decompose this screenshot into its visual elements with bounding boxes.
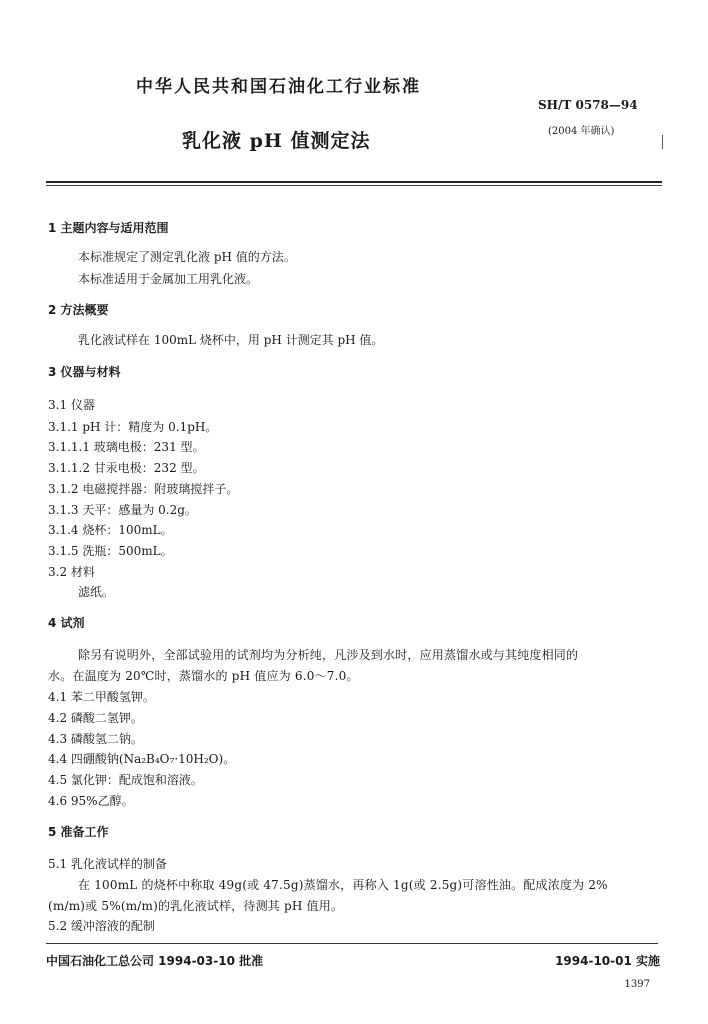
clause-3-1: 3.1 仪器 (48, 398, 95, 412)
standard-number: SH/T 0578—94 (538, 98, 638, 112)
section-4-para-2: 水。在温度为 20℃时，蒸馏水的 pH 值应为 6.0～7.0。 (48, 669, 359, 683)
section-1-heading: 1 主题内容与适用范围 (48, 221, 169, 235)
clause-5-1-para-2: (m/m)或 5%(m/m)的乳化液试样，待测其 pH 值用。 (48, 899, 344, 913)
effective-date: 1994-10-01 实施 (555, 954, 660, 968)
clause-4-1: 4.1 苯二甲酸氢钾。 (48, 690, 155, 704)
clause-3-2: 3.2 材料 (48, 565, 95, 579)
section-2-para-1: 乳化液试样在 100mL 烧杯中，用 pH 计测定其 pH 值。 (78, 333, 384, 347)
clause-5-1-para-1: 在 100mL 的烧杯中称取 49g(或 47.5g)蒸馏水，再称入 1g(或 2.5g)可溶性油。配成浓度为 2% (78, 878, 608, 892)
clause-3-1-4: 3.1.4 烧杯：100mL。 (48, 523, 173, 537)
clause-5-1: 5.1 乳化液试样的制备 (48, 857, 167, 871)
confirmation-year: (2004 年确认) (548, 126, 615, 137)
section-2-heading: 2 方法概要 (48, 303, 109, 317)
section-3-heading: 3 仪器与材料 (48, 365, 121, 379)
clause-5-2: 5.2 缓冲溶液的配制 (48, 919, 155, 933)
approval-line: 中国石油化工总公司 1994-03-10 批准 (46, 954, 264, 968)
header-rule-thick (46, 181, 662, 183)
section-4-heading: 4 试剂 (48, 616, 85, 630)
issuing-ministry: 中华人民共和国石油化工行业标准 (136, 77, 421, 97)
clause-3-1-1-2: 3.1.1.2 甘汞电极：232 型。 (48, 461, 205, 475)
clause-3-1-1-1: 3.1.1.1 玻璃电极：231 型。 (48, 440, 205, 454)
document-title: 乳化液 pH 值测定法 (182, 130, 371, 152)
section-1-para-2: 本标准适用于金属加工用乳化液。 (78, 272, 259, 286)
clause-3-1-3: 3.1.3 天平：感量为 0.2g。 (48, 503, 197, 517)
clause-4-5: 4.5 氯化钾：配成饱和溶液。 (48, 773, 203, 787)
clause-3-1-1: 3.1.1 pH 计：精度为 0.1pH。 (48, 420, 218, 434)
clause-3-2-content: 滤纸。 (78, 585, 115, 599)
section-1-para-1: 本标准规定了测定乳化液 pH 值的方法。 (78, 250, 296, 264)
header-rule-thin (46, 185, 662, 186)
footer-rule (46, 943, 658, 944)
section-5-heading: 5 准备工作 (48, 825, 109, 839)
page-number: 1397 (624, 979, 650, 990)
margin-mark (662, 135, 663, 149)
section-4-para-1: 除另有说明外，全部试验用的试剂均为分析纯，凡涉及到水时，应用蒸馏水或与其纯度相同的 (78, 648, 579, 662)
clause-3-1-2: 3.1.2 电磁搅拌器：附玻璃搅拌子。 (48, 482, 239, 496)
clause-3-1-5: 3.1.5 洗瓶：500mL。 (48, 544, 173, 558)
clause-4-2: 4.2 磷酸二氢钾。 (48, 711, 143, 725)
clause-4-4: 4.4 四硼酸钠(Na₂B₄O₇·10H₂O)。 (48, 752, 236, 766)
clause-4-6: 4.6 95%乙醇。 (48, 794, 134, 808)
clause-4-3: 4.3 磷酸氢二钠。 (48, 732, 143, 746)
